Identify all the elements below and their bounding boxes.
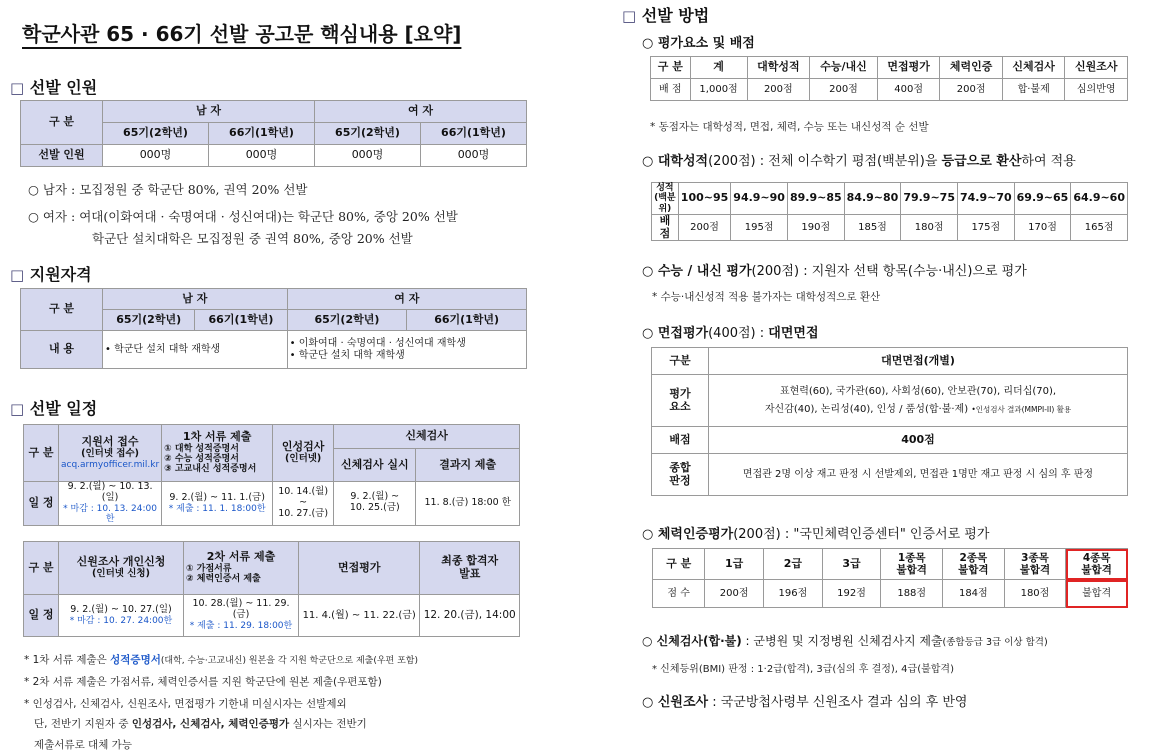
subhead-text: (200점) : "국민체력인증센터" 인증서로 평가	[733, 527, 990, 542]
phys-date: 9. 2.(월) ~	[350, 491, 400, 503]
row-label: 배 점	[652, 215, 679, 241]
male-eligibility: • 학군단 설치 대학 재학생	[103, 331, 288, 369]
subhead-text: ○ 평가요소 및	[642, 36, 730, 51]
female-eligibility-line: • 이화여대 · 숙명여대 · 성신여대 재학생	[289, 338, 466, 349]
cell-value: 200점	[705, 580, 764, 608]
eval-elements-table	[650, 56, 1128, 101]
header-cohort: 65기(2학년)	[103, 310, 195, 331]
header-bg	[59, 542, 184, 595]
note-emphasis: 성적증명서	[110, 654, 161, 666]
header-cell: 수능/내신	[810, 57, 878, 79]
header-doc1	[162, 425, 273, 482]
header-female: 여 자	[315, 101, 527, 123]
schedule-note-1	[24, 652, 418, 667]
bmi-note: * 신체등위(BMI) 판정 : 1·2급(합격), 3급(심의 후 결정), 4급(불합격)	[652, 664, 954, 675]
cell-value: 합·불제	[1002, 79, 1065, 101]
final-title: 최종 합격자	[441, 554, 499, 568]
physical-exam-title	[642, 632, 1048, 649]
subhead-emphasis: ○ 수능 / 내신 평가	[642, 264, 752, 279]
row-label: 평가 요소	[652, 375, 709, 427]
header-male: 남 자	[103, 101, 315, 123]
note-female-2: 학군단 설치대학은 모집정원 중 권역 80%, 중앙 20% 선발	[92, 231, 413, 246]
apply-deadline: * 마감 : 10. 13. 24:00한	[63, 503, 157, 525]
header-doc2	[184, 542, 299, 595]
header-cell: 2급	[764, 549, 823, 580]
row-label: 종합 판정	[652, 454, 709, 496]
selection-count-table	[20, 100, 527, 167]
cell-value: 200점	[810, 79, 878, 101]
header-cell: 대학성적	[747, 57, 810, 79]
header-cell: 3종목 불합격	[1004, 549, 1066, 580]
doc2-title: 2차 서류 제출	[206, 550, 276, 564]
cell-value: 000명	[103, 145, 209, 167]
female-eligibility-line: • 학군단 설치 대학 재학생	[289, 349, 405, 361]
section-title: 선발 방법	[641, 6, 710, 25]
bg-sub: (인터넷 신청)	[92, 567, 150, 579]
fitness-table	[652, 548, 1128, 608]
header-phys-result: 결과지 제출	[416, 449, 520, 482]
header-cohort: 65기(2학년)	[103, 123, 209, 145]
note-male: ○ 남자 : 모집정원 중 학군단 80%, 권역 20% 선발	[28, 182, 308, 197]
cell-value: 심의반영	[1065, 79, 1128, 101]
header-cell: 3급	[822, 549, 881, 580]
row-label: 배점	[652, 427, 709, 454]
section-title: 선발 인원	[29, 78, 98, 97]
section-heading-schedule	[10, 396, 97, 419]
header-cell: 신원조사	[1065, 57, 1128, 79]
result-date: 11. 8.(금) 18:00 한	[416, 482, 520, 526]
header-phys-exam: 신체검사 실시	[334, 449, 416, 482]
header-cohort: 65기(2학년)	[315, 123, 421, 145]
square-bullet-icon: □	[10, 266, 25, 284]
doc1-date: 9. 2.(월) ~ 11. 1.(금)	[169, 491, 265, 503]
interview-table	[651, 347, 1128, 496]
grade-range: 69.9~65	[1014, 183, 1071, 215]
suneung-note: * 수능·내신성적 적용 불가자는 대학성적으로 환산	[652, 291, 881, 303]
personality-date-cell	[273, 482, 334, 526]
apply-date: 9. 2.(월) ~ 10. 13.(일)	[67, 481, 153, 503]
final-date: 12. 20.(금), 14:00	[420, 595, 520, 637]
doc1-item: ② 수능 성적증명서	[164, 454, 239, 465]
header-cell: 신체검사	[1002, 57, 1065, 79]
schedule-note-2: * 2차 서류 제출은 가점서류, 체력인증서를 지원 학군단에 원본 제출(우편포함)	[24, 676, 382, 688]
cell-value: 000명	[315, 145, 421, 167]
header-cell: 구 분	[651, 57, 691, 79]
cell-value: 200점	[747, 79, 810, 101]
subhead-text: : 국군방첩사령부 신원조사 결과 심의 후 반영	[708, 695, 968, 710]
schedule-table-2	[23, 541, 520, 637]
square-bullet-icon: □	[10, 79, 25, 97]
cell-value: 000명	[209, 145, 315, 167]
header-final	[420, 542, 520, 595]
row-label: 성적(백분위)	[652, 183, 679, 215]
doc1-date-cell	[162, 482, 273, 526]
subhead-text: : 군병원 및 지정병원 신체검사지 제출	[741, 634, 943, 648]
page-title: 학군사관 65 · 66기 선발 공고문 핵심내용 [요약]	[22, 22, 462, 46]
row-label: 선발 인원	[21, 145, 103, 167]
section-title: 지원자격	[29, 265, 92, 284]
subhead-text: (200점) : 전체 이수학기 평점(백분위)을	[708, 154, 942, 169]
grade-score: 170점	[1014, 215, 1071, 241]
schedule-note-5: 제출서류로 대체 가능	[34, 739, 132, 751]
note-text: 단, 전반기 지원자 중	[34, 718, 132, 730]
subhead-text: (400점) :	[708, 326, 769, 341]
header-cell: 계	[690, 57, 747, 79]
square-bullet-icon: □	[622, 7, 637, 25]
cell-value: 배 점	[651, 79, 691, 101]
university-grade-title	[642, 150, 1076, 169]
grade-score: 200점	[678, 215, 731, 241]
schedule-note-4	[34, 716, 367, 731]
header-physical: 신체검사	[334, 425, 520, 449]
fitness-title	[642, 523, 989, 542]
apply-title: 지원서 접수	[81, 435, 139, 449]
grade-range: 74.9~70	[957, 183, 1014, 215]
doc2-item: ② 체력인증서 제출	[186, 574, 261, 585]
personality-date: 10. 27.(금)	[278, 507, 329, 519]
bg-date-cell	[59, 595, 184, 637]
elements-line: 표현력(60), 국가관(60), 사회성(60), 안보관(70), 리더십(70),	[779, 386, 1057, 397]
grade-range: 89.9~85	[787, 183, 844, 215]
doc1-deadline: * 제출 : 11. 1. 18:00한	[168, 503, 266, 514]
header-cell: 체력인증	[940, 57, 1003, 79]
header-cohort: 66기(1학년)	[195, 310, 287, 331]
cell-value: 188점	[881, 580, 943, 608]
doc2-date-cell	[184, 595, 299, 637]
note-female: ○ 여자 : 여대(이화여대 · 숙명여대 · 성신여대)는 학군단 80%, 중앙 20% 선발	[28, 209, 458, 224]
note-text: (대학, 수능·고교내신) 원본을 각 지원 학군단으로 제출(우편 포함)	[160, 656, 419, 666]
header-cell: 면접평가	[877, 57, 940, 79]
university-grade-table	[651, 182, 1128, 241]
doc1-item: ① 대학 성적증명서	[164, 443, 239, 454]
header-gubun: 구 분	[21, 289, 103, 331]
note-text: * 1차 서류 제출은	[24, 654, 111, 666]
bg-date: 9. 2.(월) ~ 10. 27.(일)	[70, 603, 172, 615]
grade-score: 190점	[787, 215, 844, 241]
section-heading-eligibility	[10, 262, 92, 285]
header-gubun: 구분	[652, 348, 709, 375]
interview-date: 11. 4.(월) ~ 11. 22.(금)	[299, 595, 420, 637]
cell-value: 000명	[421, 145, 527, 167]
header-gubun: 구 분	[21, 101, 103, 145]
header-cell: 1급	[705, 549, 764, 580]
header-cohort: 66기(1학년)	[407, 310, 527, 331]
subhead-emphasis: ○ 대학성적	[642, 154, 709, 169]
eval-elements-title	[642, 32, 755, 51]
header-cohort: 65기(2학년)	[287, 310, 407, 331]
suneung-title	[642, 260, 1027, 279]
subhead-text: 하여 적용	[1021, 154, 1076, 169]
grade-range: 64.9~60	[1071, 183, 1128, 215]
personality-sub: (인터넷)	[285, 452, 322, 464]
subhead-emphasis: 배점	[729, 36, 755, 51]
grade-score: 195점	[731, 215, 788, 241]
note-emphasis: 인성검사, 신체검사, 체력인증평가	[131, 718, 290, 730]
header-cell: 1종목 불합격	[881, 549, 943, 580]
female-eligibility	[287, 331, 526, 369]
phys-date: 10. 25.(금)	[349, 502, 400, 514]
final-sub: 발표	[459, 567, 481, 580]
cell-value: 184점	[943, 580, 1005, 608]
subhead-small: (종합등급 3급 이상 합격)	[942, 637, 1048, 648]
elements-line	[711, 404, 1125, 416]
section-heading-method	[622, 3, 709, 26]
row-label: 일 정	[24, 482, 59, 526]
header-cell: 구 분	[653, 549, 705, 580]
doc2-date: 10. 28.(월) ~ 11. 29.(금)	[192, 598, 290, 621]
cell-value-highlighted: 불합격	[1066, 580, 1128, 608]
subhead-text: (200점) : 지원자 선택 항목(수능·내신)으로 평가	[751, 264, 1027, 279]
note-text: 실시자는 전반기	[289, 718, 367, 730]
schedule-note-3: * 인성검사, 신체검사, 신원조사, 면접평가 기한내 미실시자는 선발제외	[24, 698, 347, 710]
doc1-title: 1차 서류 제출	[182, 430, 252, 444]
cell-value: 1,000점	[690, 79, 747, 101]
cell-value: 200점	[940, 79, 1003, 101]
schedule-table-1	[23, 424, 520, 526]
grade-score: 165점	[1071, 215, 1128, 241]
cell-value: 점 수	[653, 580, 705, 608]
interview-score: 400점	[709, 427, 1128, 454]
subhead-emphasis: ○ 신체검사(합·불)	[642, 634, 742, 648]
grade-score: 185점	[844, 215, 901, 241]
subhead-emphasis: 등급으로 환산	[941, 154, 1022, 169]
header-gubun: 구 분	[24, 425, 59, 482]
header-cell-highlighted: 4종목 불합격	[1066, 549, 1128, 580]
header-male: 남 자	[103, 289, 288, 310]
section-heading-selection-count	[10, 75, 97, 98]
row-label: 일 정	[24, 595, 59, 637]
apply-sub: (인터넷 접수)	[81, 447, 140, 459]
elements-text: 자신감(40), 논리성(40), 인성 / 품성(합·불·제)	[764, 403, 969, 415]
cell-value: 196점	[764, 580, 823, 608]
apply-url-link[interactable]: acq.armyofficer.mil.kr	[61, 459, 160, 470]
header-personality	[273, 425, 334, 482]
elements-small: •인성검사 결과(MMPI-II) 활용	[971, 404, 1072, 414]
subhead-emphasis: ○ 신원조사	[642, 695, 709, 710]
eligibility-table	[20, 288, 527, 369]
grade-range: 100~95	[678, 183, 731, 215]
header-female: 여 자	[287, 289, 526, 310]
header-gubun: 구 분	[24, 542, 59, 595]
grade-score: 180점	[901, 215, 958, 241]
bg-title: 신원조사 개인신청	[76, 555, 166, 569]
background-check-title	[642, 691, 967, 710]
header-apply	[59, 425, 162, 482]
interview-judgement: 면접관 2명 이상 재고 판정 시 선발제외, 면접관 1명만 재고 판정 시 심의 후 판정	[709, 454, 1128, 496]
cell-value: 192점	[822, 580, 881, 608]
subhead-emphasis: ○ 면접평가	[642, 326, 709, 341]
header-cohort: 66기(1학년)	[209, 123, 315, 145]
apply-date-cell	[59, 482, 162, 526]
personality-title: 인성검사	[281, 440, 325, 454]
personality-date: 10. 14.(월) ~	[278, 485, 329, 508]
subhead-emphasis: ○ 체력인증평가	[642, 527, 734, 542]
tie-break-note: * 동점자는 대학성적, 면접, 체력, 수능 또는 내신성적 순 선발	[650, 121, 929, 133]
phys-date-cell	[334, 482, 416, 526]
interview-elements	[709, 375, 1128, 427]
cell-value: 400점	[877, 79, 940, 101]
cell-value: 180점	[1004, 580, 1066, 608]
section-title: 선발 일정	[29, 399, 98, 418]
doc2-item: ① 가점서류	[186, 563, 232, 574]
interview-title	[642, 322, 819, 341]
bg-deadline: * 마감 : 10. 27. 24:00한	[69, 615, 173, 626]
doc2-deadline: * 제출 : 11. 29. 18:00한	[189, 621, 293, 632]
subhead-emphasis: 대면면접	[768, 326, 819, 341]
row-label: 내 용	[21, 331, 103, 369]
grade-range: 94.9~90	[731, 183, 788, 215]
grade-score: 175점	[957, 215, 1014, 241]
header-type: 대면면접(개별)	[709, 348, 1128, 375]
header-interview: 면접평가	[299, 542, 420, 595]
square-bullet-icon: □	[10, 400, 25, 418]
grade-range: 79.9~75	[901, 183, 958, 215]
header-cell: 2종목 불합격	[943, 549, 1005, 580]
doc1-item: ③ 고교내신 성적증명서	[164, 464, 257, 475]
header-cohort: 66기(1학년)	[421, 123, 527, 145]
grade-range: 84.9~80	[844, 183, 901, 215]
